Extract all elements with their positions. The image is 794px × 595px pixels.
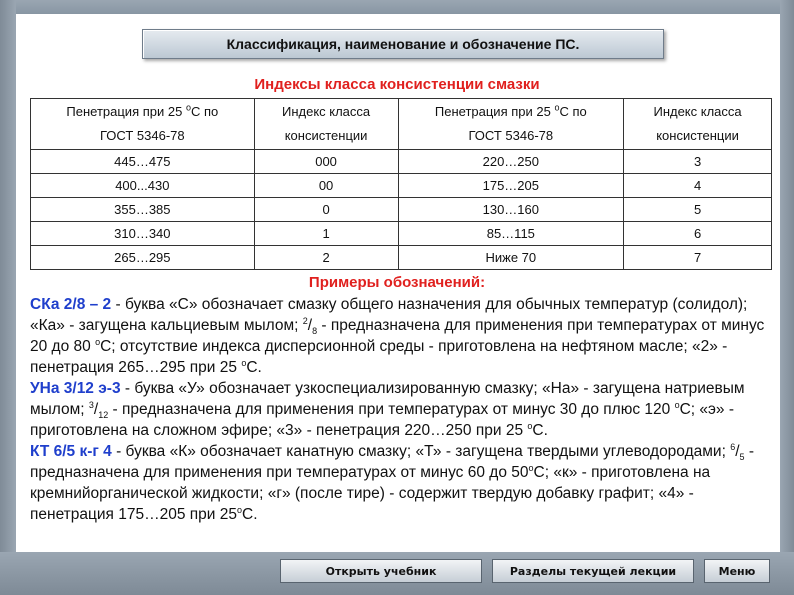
table-cell: 175…205 [398,174,624,198]
example-1: СКа 2/8 – 2 - буква «С» обозначает смазку общего назначения для обычных температур (солидол); «Ка» - загущена кальциевым мылом; $^2/_8$ - предназначена для применения при температурах от минус 20 до 80 $^о$С; отсутствие индекса дисперсионной среды - приготовлена на нефтяном масле; «2» - пенетрация 265…295 при 25 $^о$С. [30,296,765,376]
examples-title: Примеры обозначений: [308,274,486,291]
table-cell: 5 [624,198,772,222]
table-row [31,150,772,174]
example-code: СКа 2/8 – 2 [30,296,112,313]
slide-title: Классификация, наименование и обозначение ПС. [142,29,664,59]
table-cell: 1 [254,222,398,246]
header-consistency-index: Индекс класса консистенции [254,99,398,150]
table-cell: Ниже 70 [398,246,624,270]
table-cell: 220…250 [398,150,624,174]
examples-text [30,294,768,525]
header-penetration: Пенетрация при 25 $^о$С по ГОСТ 5346-78 [31,99,255,150]
table-cell: 355…385 [31,198,255,222]
table-cell: 7 [624,246,772,270]
table-cell: 000 [254,150,398,174]
table-cell: 6 [624,222,772,246]
table-cell: 85…115 [398,222,624,246]
example-code: УНа 3/12 э-3 [30,380,121,397]
table-row [31,198,772,222]
table-cell: 400...430 [31,174,255,198]
example-3: КТ 6/5 к-г 4 - буква «К» обозначает канатную смазку; «Т» - загущена твердыми углеводородами; $^6/_5$ - предназначена для применения при температурах от минус 60 до $50^оС$; «к» - приготовлена на кремнийорганической жидкости; «г» (после тире) - содержит твердую добавку графит; «4» - пенетрация 175…205 при $25^оС$. [30,441,754,523]
lecture-sections-button[interactable]: Разделы текущей лекции [492,559,694,583]
header-penetration: Пенетрация при 25 $^о$С по ГОСТ 5346-78 [398,99,624,150]
table-cell: 4 [624,174,772,198]
table-cell: 445…475 [31,150,255,174]
table-cell: 00 [254,174,398,198]
example-code: КТ 6/5 к-г 4 [30,443,112,460]
table-row [31,174,772,198]
table-cell: 2 [254,246,398,270]
table-row [31,246,772,270]
open-textbook-button[interactable]: Открыть учебник [280,559,482,583]
header-consistency-index: Индекс класса консистенции [624,99,772,150]
table-cell: 130…160 [398,198,624,222]
table-cell: 265…295 [31,246,255,270]
consistency-index-table [30,98,772,270]
window-frame-top [0,0,794,14]
table-title: Индексы класса консистенции смазки [254,76,540,93]
menu-button[interactable]: Меню [704,559,770,583]
table-row [31,222,772,246]
table-cell: 310…340 [31,222,255,246]
example-2: УНа 3/12 э-3 - буква «У» обозначает узкоспециализированную смазку; «На» - загущена натриевым мылом; $^3/_{12}$ - предназначена для применения при температурах от минус 30 до плюс 120 $^о$С; «э» - приготовлена на сложном эфире; «3» - пенетрация 220…250 при 25 $^о$С. [30,380,745,439]
table-cell: 0 [254,198,398,222]
table-header-row [31,99,772,150]
table-cell: 3 [624,150,772,174]
